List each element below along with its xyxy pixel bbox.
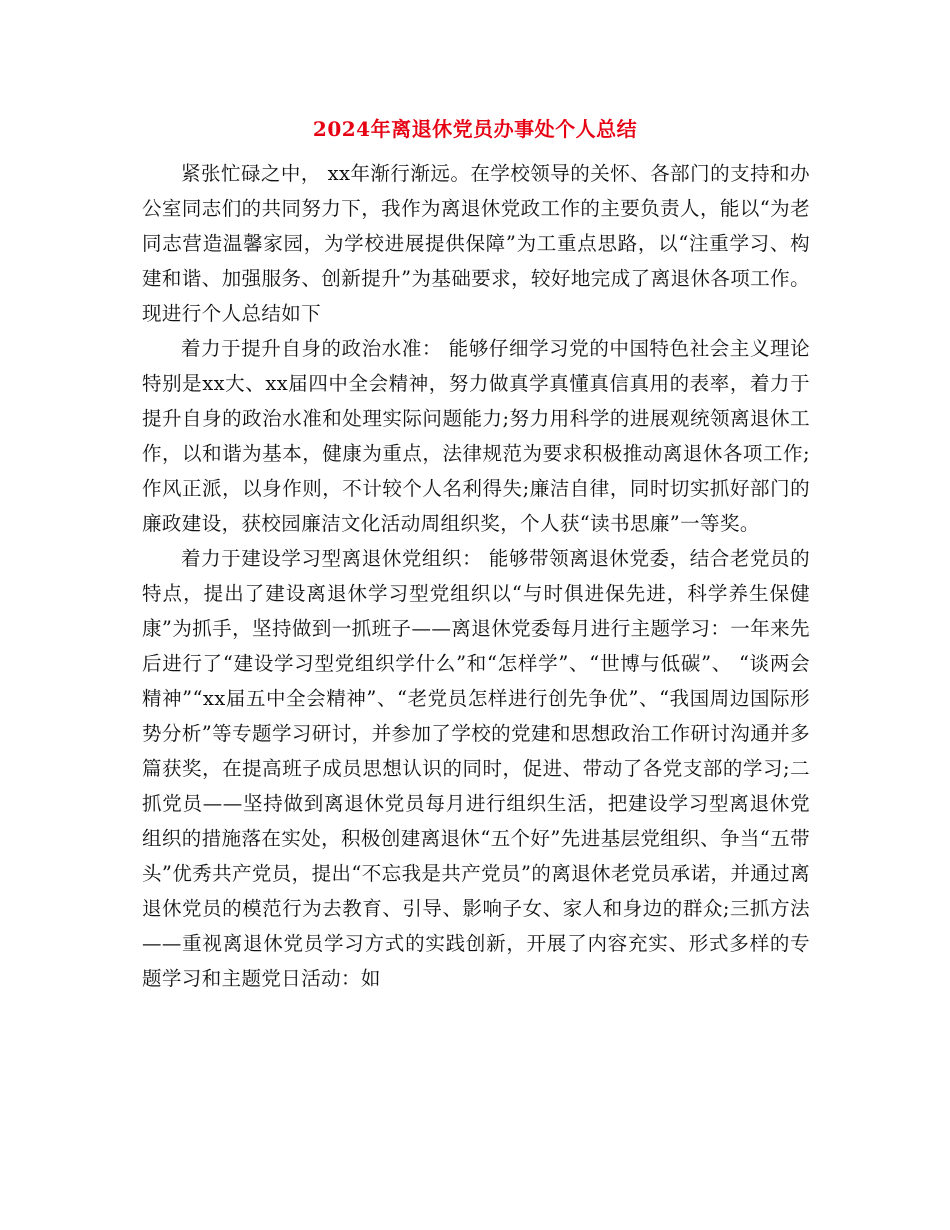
document-body xyxy=(142,156,810,996)
paragraph-learning-organization: 着力于建设学习型离退休党组织： 能够带领离退休党委，结合老党员的特点，提出了建设离退休学习型党组织以“与时俱进保先进，科学养生保健康”为抓手，坚持做到一抓班子——离退休党委每月进行主题学习：一年来先后进行了“建设学习型党组织学什么”和“怎样学”、“世博与低碳”、 “谈两会精神”“xx届五中全会精神”、“老党员怎样进行创先争优”、“我国周边国际形势分析”等专题学习研讨，并参加了学校的党建和思想政治工作研讨沟通并多篇获奖，在提高班子成员思想认识的同时，促进、带动了各党支部的学习;二抓党员——坚持做到离退休党员每月进行组织生活，把建设学习型离退休党组织的措施落在实处，积极创建离退休“五个好”先进基层党组织、争当“五带头”优秀共产党员，提出“不忘我是共产党员”的离退休老党员承诺，并通过离退休党员的模范行为去教育、引导、影响子女、家人和身边的群众;三抓方法——重视离退休党员学习方式的实践创新，开展了内容充实、形式多样的专题学习和主题党日活动：如 xyxy=(142,547,810,990)
paragraph-intro: 紧张忙碌之中， xx年渐行渐远。在学校领导的关怀、各部门的支持和办公室同志们的共同努力下，我作为离退休党政工作的主要负责人，能以“为老同志营造温馨家园，为学校进展提供保障”为工重点思路，以“注重学习、构建和谐、加强服务、创新提升”为基础要求，较好地完成了离退休各项工作。现进行个人总结如下 xyxy=(142,162,810,325)
document-title: 2024年离退休党员办事处个人总结 xyxy=(312,117,638,141)
paragraph-political-standard: 着力于提升自身的政治水准： 能够仔细学习党的中国特色社会主义理论特别是xx大、xx届四中全会精神，努力做真学真懂真信真用的表率，着力于提升自身的政治水准和处理实际问题能力;努力用科学的进展观统领离退休工作，以和谐为基本，健康为重点，法律规范为要求积极推动离退休各项工作;作风正派，以身作则，不计较个人名利得失;廉洁自律，同时切实抓好部门的廉政建设，获校园廉洁文化活动周组织奖，个人获“读书思廉”一等奖。 xyxy=(142,337,810,535)
